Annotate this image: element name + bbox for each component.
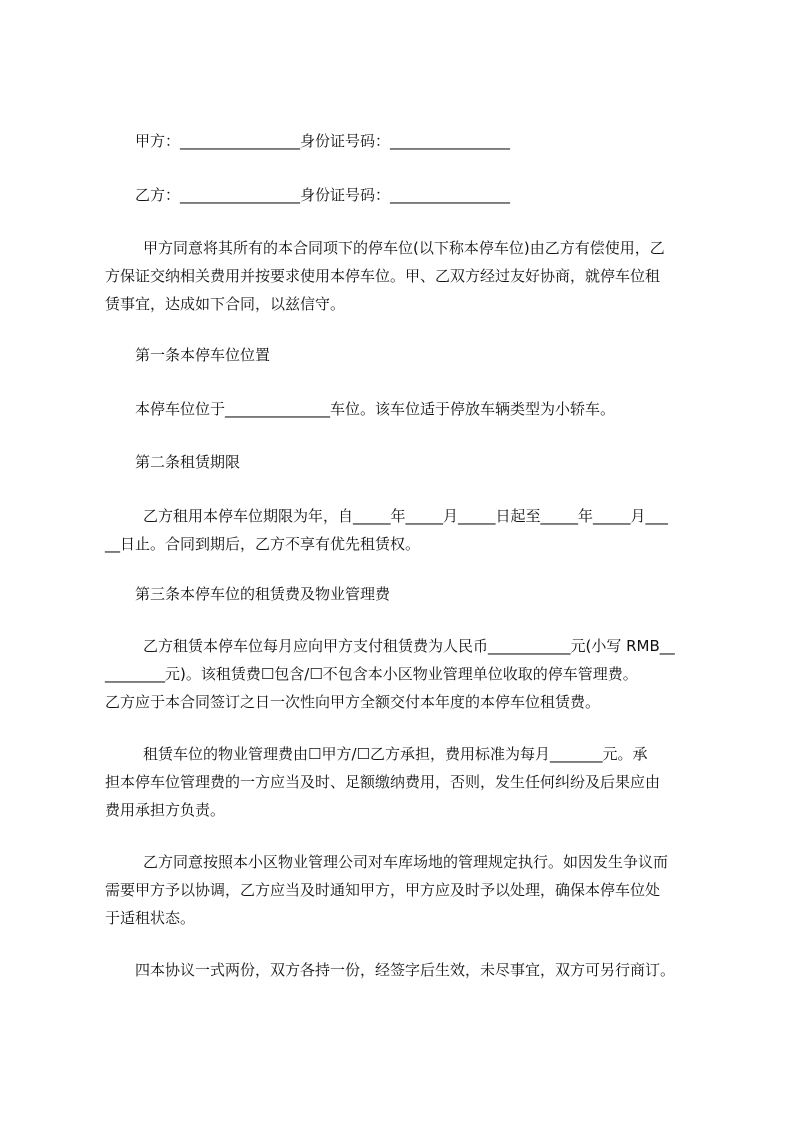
article-3-para-3-line-2: 需要甲方予以协调，乙方应当及时通知甲方，甲方应及时予以处理，确保本停车位处 [105,881,661,899]
article-1-text: 本停车位位于______________车位。该车位适于停放车辆类型为小轿车。 [135,400,616,418]
preamble-line-3: 赁事宜，达成如下合同，以兹信守。 [105,295,346,313]
article-1-heading: 第一条本停车位位置 [135,346,271,364]
article-3-para-1-line-1: 乙方租赁本停车位每月应向甲方支付租赁费为人民币___________元(小写 RMB__ [143,637,675,655]
party-a-line: 甲方：________________身份证号码：________________ [135,132,511,150]
article-2-text-line-2: __日止。合同到期后，乙方不享有优先租赁权。 [105,535,421,553]
article-3-para-3-line-3: 于适租状态。 [105,909,196,927]
preamble-line-2: 方保证交纳相关费用并按要求使用本停车位。甲、乙双方经过友好协商，就停车位租 [105,267,661,285]
article-3-para-2-line-1: 租赁车位的物业管理费由☐甲方/☐乙方承担，费用标准为每月_______元。承 [143,745,648,763]
article-2-text-line-1: 乙方租用本停车位期限为年，自_____年_____月_____日起至_____年_____月___ [143,507,669,525]
article-3-para-1-line-2: ________元)。该租赁费☐包含/☐不包含本小区物业管理单位收取的停车管理费。 [105,665,638,683]
article-3-para-2-line-2: 担本停车位管理费的一方应当及时、足额缴纳费用，否则，发生任何纠纷及后果应由 [105,773,661,791]
article-3-para-1-line-3: 乙方应于本合同签订之日一次性向甲方全额交付本年度的本停车位租赁费。 [105,693,601,711]
article-3-para-3-line-1: 乙方同意按照本小区物业管理公司对车库场地的管理规定执行。如因发生争议而 [143,853,669,871]
article-3-heading: 第三条本停车位的租赁费及物业管理费 [135,585,391,603]
party-b-line: 乙方：________________身份证号码：________________ [135,186,511,204]
closing-clause: 四本协议一式两份，双方各持一份，经签字后生效，未尽事宜，双方可另行商订。 [135,961,676,979]
article-2-heading: 第二条租赁期限 [135,453,241,471]
preamble-line-1: 甲方同意将其所有的本合同项下的停车位(以下称本停车位)由乙方有偿使用，乙 [143,239,665,257]
article-3-para-2-line-3: 费用承担方负责。 [105,801,226,819]
